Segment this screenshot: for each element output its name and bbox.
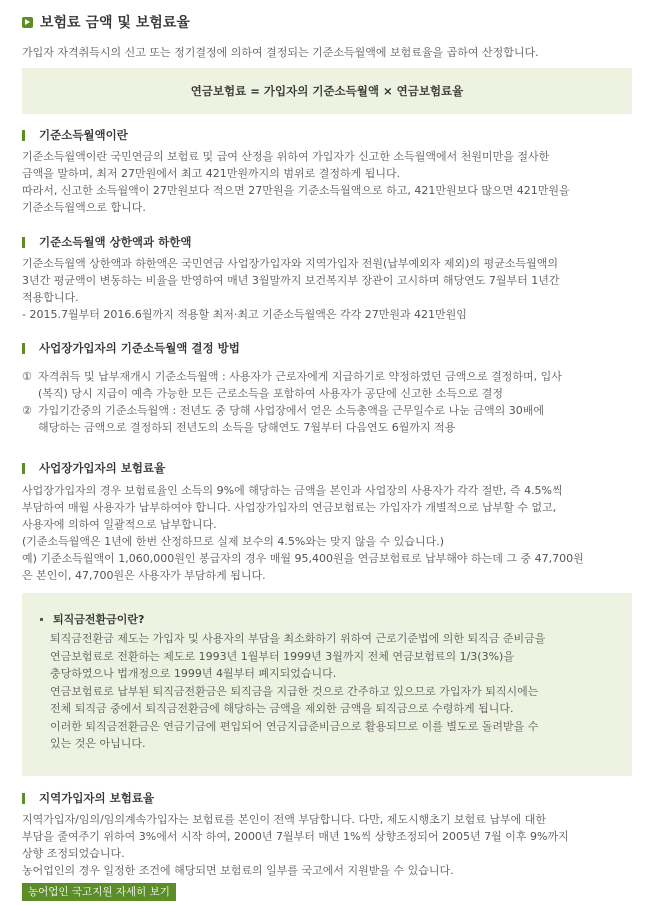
section-heading-base-income — [22, 127, 128, 143]
section-body-workplace-rate — [22, 482, 636, 584]
text-line: - 2015.7월부터 2016.6월까지 적용할 최저·최고 기준소득월액은 각각 27만원과 421만원임 — [22, 308, 467, 321]
text-line: 사용자에 의하여 일괄적으로 납부합니다. — [22, 518, 217, 531]
formula-box — [22, 68, 632, 114]
text-line: 연금보험료로 전환하는 제도로 1993년 1월부터 1999년 3월까지 전체 연금보험료의 1/3(3%)을 — [50, 649, 514, 663]
text-line: 전체 퇴직금 중에서 퇴직금전환금에 해당하는 금액을 제외한 금액을 퇴직금으로 수령하게 됩니다. — [50, 702, 514, 715]
item-number: ① — [22, 370, 32, 383]
section-bar — [22, 237, 25, 248]
arrow-right-icon — [22, 17, 33, 28]
text-line: 따라서, 신고한 소득월액이 27만원보다 적으면 27만원을 기준소득월액으로 하고, 421만원보다 많으면 421만원을 — [22, 184, 570, 197]
text-line: 상향 조정되었습니다. — [22, 847, 125, 860]
formula-text: 연금보험료 = 가입자의 기준소득월액 × 연금보험료율 — [190, 84, 464, 98]
section-heading-workplace-rate — [22, 460, 165, 476]
section-bar — [22, 130, 25, 141]
text-line: (기준소득월액은 1년에 한번 산정하므로 실제 보수의 4.5%와는 맞지 않을 수 있습니다.) — [22, 535, 445, 548]
text-line: 기준소득월액으로 합니다. — [22, 201, 146, 214]
section-heading-upper-lower-limit — [22, 234, 191, 250]
section-title: 지역가입자의 보험료율 — [39, 791, 155, 805]
text-line: 부담을 줄여주기 위하여 3%에서 시작 하여, 2000년 7월부터 매년 1%씩 상향조정되어 2005년 7월 이후 9%까지 — [22, 830, 569, 843]
text-line: 기준소득월액 상한액과 하한액은 국민연금 사업장가입자와 지역가입자 전원(납부예외자 제외)의 평균소득월액의 — [22, 257, 558, 270]
text-line: 지역가입자/임의/임의계속가입자는 보험료를 본인이 전액 부담합니다. 다만, 제도시행초기 보험료 납부에 대한 — [22, 813, 547, 826]
page-title: 보험료 금액 및 보험료율 — [40, 15, 190, 31]
section-title: 사업장가입자의 기준소득월액 결정 방법 — [39, 341, 240, 355]
bullet-icon — [40, 618, 43, 621]
text-line: 부담하여 매월 사용자가 납부하여야 합니다. 사업장가입자의 연금보험료는 가입자가 개별적으로 납부할 수 없고, — [22, 501, 557, 514]
section-bar — [22, 793, 25, 804]
text-line: 적용합니다. — [22, 291, 79, 304]
text-line: 은 본인이, 47,700원은 사용자가 부담하게 됩니다. — [22, 569, 266, 582]
text-line: 자격취득 및 납부재개시 기준소득월액 : 사용자가 근로자에게 지급하기로 약정하였던 금액으로 결정하며, 입사 — [38, 370, 562, 383]
text-line: 해당하는 금액으로 결정하되 전년도의 소득을 당해연도 7월부터 다음연도 6월까지 적용 — [38, 421, 456, 434]
text-line: 예) 기준소득월액이 1,060,000원인 봉급자의 경우 매월 95,400원을 연금보험료로 납부해야 하는데 그 중 47,700원 — [22, 552, 584, 565]
section-body-base-income — [22, 148, 636, 216]
note-heading — [40, 611, 144, 627]
intro-text: 가입자 자격취득시의 신고 또는 정기결정에 의하여 결정되는 기준소득월액에 보험료율을 곱하여 산정합니다. — [22, 46, 539, 59]
text-line: 연금보험료로 납부된 퇴직금전환금은 퇴직금을 지급한 것으로 간주하고 있으므로 가입자가 퇴직시에는 — [50, 684, 539, 698]
note-body — [50, 630, 620, 753]
section-bar — [22, 343, 25, 354]
farmer-subsidy-details-button[interactable]: 농어업인 국고지원 자세히 보기 — [22, 883, 176, 901]
section-title: 기준소득월액 상한액과 하한액 — [39, 235, 192, 249]
text-line: (복직) 당시 지급이 예측 가능한 모든 근로소득을 포함하여 사용자가 공단에 신고한 소득으로 결정 — [38, 387, 503, 400]
text-line: 충당하였으나 법개정으로 1999년 4월부터 폐지되었습니다. — [50, 667, 337, 680]
page-title-row — [22, 12, 190, 32]
section-bar — [22, 463, 25, 474]
section-title: 사업장가입자의 보험료율 — [39, 461, 166, 475]
text-line: 있는 것은 아닙니다. — [50, 737, 146, 750]
text-line: 3년간 평균액이 변동하는 비율을 반영하여 매년 3월말까지 보건복지부 장관이 고시하며 해당연도 7월부터 1년간 — [22, 274, 560, 287]
list-item — [22, 368, 636, 402]
text-line: 퇴직금전환금 제도는 가입자 및 사용자의 부담을 최소화하기 위하여 근로기준법에 의한 퇴직금 준비금을 — [50, 632, 546, 645]
section-body-workplace-method — [22, 368, 636, 436]
note-title: 퇴직금전환금이란? — [53, 613, 145, 626]
text-line: 기준소득월액이란 국민연금의 보험료 및 급여 산정을 위하여 가입자가 신고한 소득월액에서 천원미만을 절사한 — [22, 150, 550, 163]
text-line: 이러한 퇴직금전환금은 연금기금에 편입되어 연금지급준비금으로 활용되므로 이를 별도로 돌려받을 수 — [50, 719, 539, 733]
section-body-regional-rate — [22, 811, 636, 879]
item-number: ② — [22, 404, 32, 417]
section-body-upper-lower-limit — [22, 255, 636, 323]
section-title: 기준소득월액이란 — [39, 128, 128, 142]
list-item — [22, 402, 636, 436]
section-heading-workplace-method — [22, 340, 240, 356]
text-line: 농어업인의 경우 일정한 조건에 해당되면 보험료의 일부를 국고에서 지원받을 수 있습니다. — [22, 864, 454, 877]
retirement-conversion-note-box — [22, 593, 632, 776]
text-line: 가입기간중의 기준소득월액 : 전년도 중 당해 사업장에서 얻은 소득총액을 근무일수로 나눈 금액의 30배에 — [38, 404, 544, 417]
text-line: 금액을 말하며, 최저 27만원에서 최고 421만원까지의 범위로 결정하게 됩니다. — [22, 167, 401, 180]
section-heading-regional-rate — [22, 790, 154, 806]
text-line: 사업장가입자의 경우 보험료율인 소득의 9%에 해당하는 금액을 본인과 사업장의 사용자가 각각 절반, 즉 4.5%씩 — [22, 484, 563, 497]
